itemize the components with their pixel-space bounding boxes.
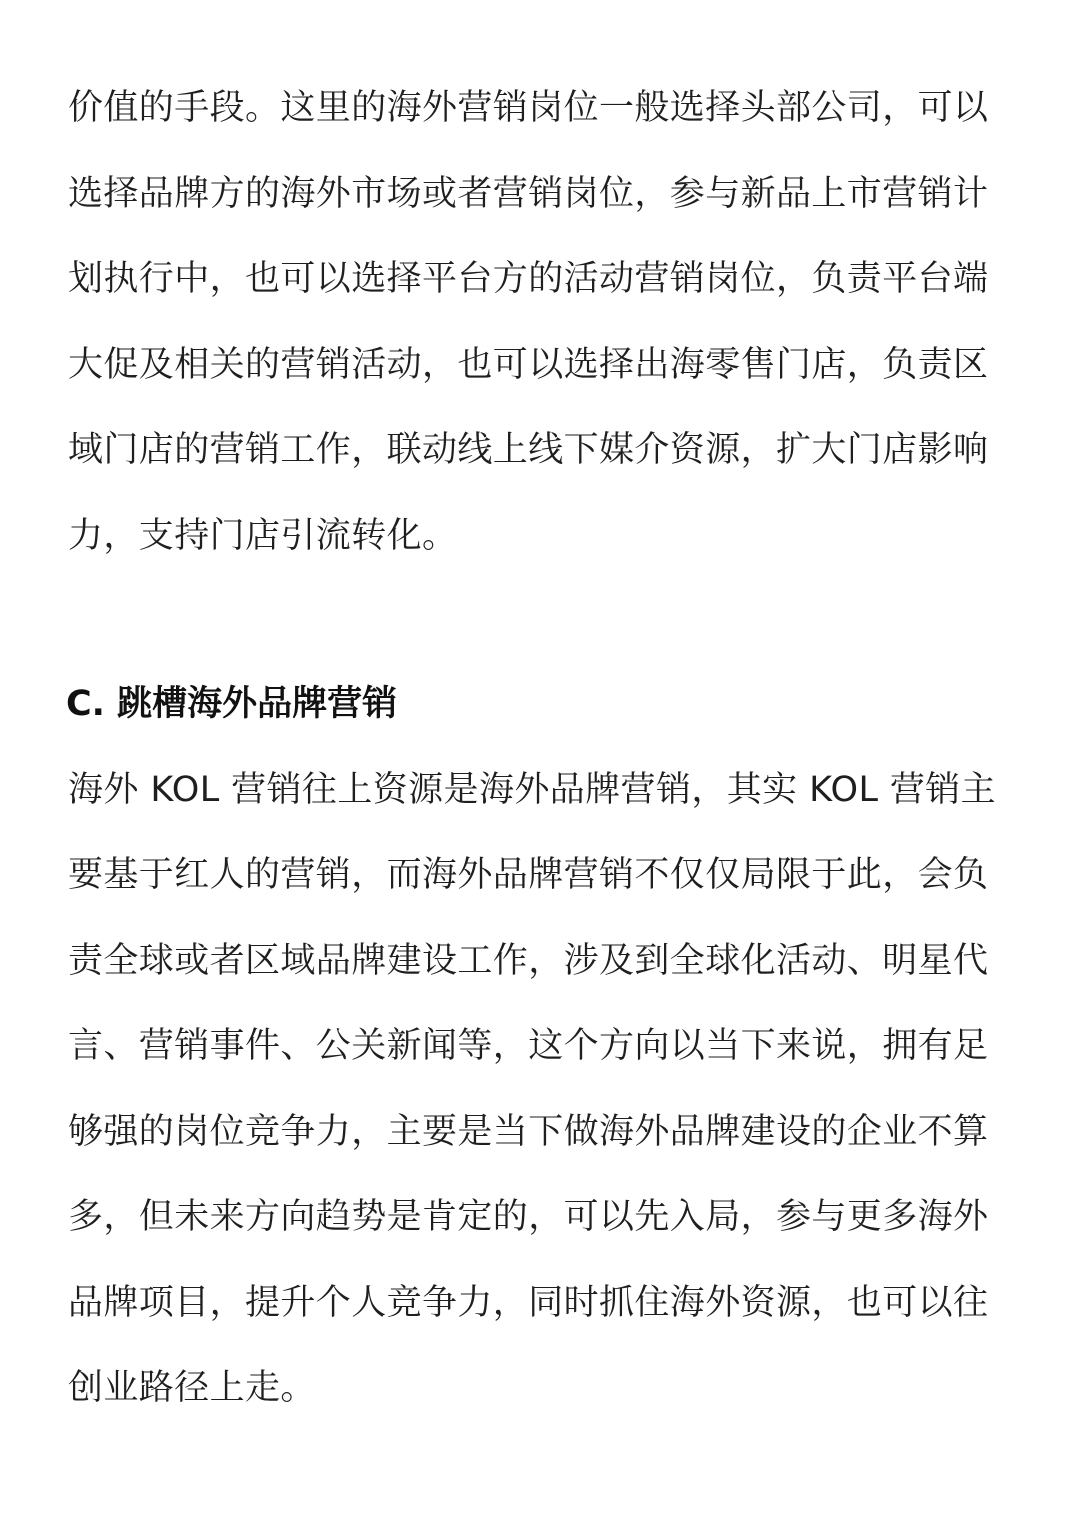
paragraph-line: 力，支持门店引流转化。 — [68, 516, 458, 556]
paragraph-line: 责全球或者区域品牌建设工作，涉及到全球化活动、明星代 — [68, 941, 989, 981]
section-heading: C. 跳槽海外品牌营销 — [66, 684, 398, 724]
paragraph-line: 选择品牌方的海外市场或者营销岗位，参与新品上市营销计 — [68, 174, 989, 214]
paragraph-line: 多，但未来方向趋势是肯定的，可以先入局，参与更多海外 — [68, 1197, 989, 1237]
paragraph-line: 够强的岗位竞争力，主要是当下做海外品牌建设的企业不算 — [68, 1112, 989, 1152]
paragraph-line: 大促及相关的营销活动，也可以选择出海零售门店，负责区 — [68, 345, 989, 385]
paragraph-line: 创业路径上走。 — [68, 1368, 316, 1408]
paragraph-line: 要基于红人的营销，而海外品牌营销不仅仅局限于此，会负 — [68, 855, 989, 895]
paragraph-line: 言、营销事件、公关新闻等，这个方向以当下来说，拥有足 — [68, 1026, 989, 1066]
paragraph-line: 域门店的营销工作，联动线上线下媒介资源，扩大门店影响 — [68, 430, 989, 470]
paragraph-line: 价值的手段。这里的海外营销岗位一般选择头部公司，可以 — [68, 88, 989, 128]
paragraph-line: 划执行中，也可以选择平台方的活动营销岗位，负责平台端 — [68, 259, 989, 299]
paragraph-line: 海外 KOL 营销往上资源是海外品牌营销，其实 KOL 营销主 — [68, 770, 997, 810]
paragraph-line: 品牌项目，提升个人竞争力，同时抓住海外资源，也可以往 — [68, 1283, 989, 1323]
